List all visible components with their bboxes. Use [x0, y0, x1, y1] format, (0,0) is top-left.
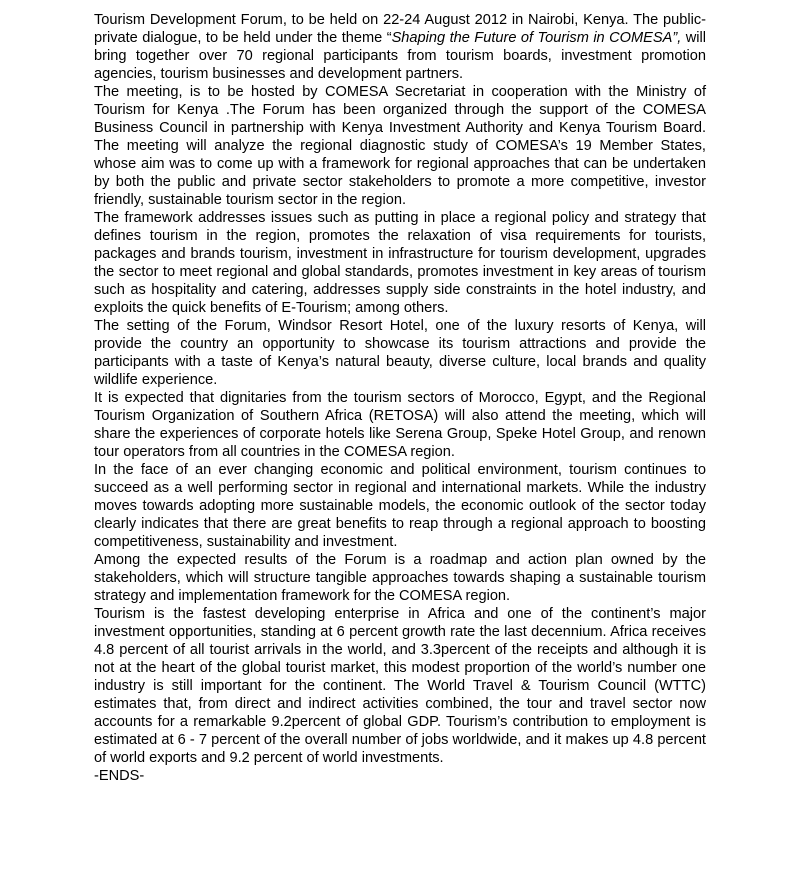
paragraph-framework: The framework addresses issues such as putting in place a regional policy and strategy that defines tourism in the region, promotes the relaxation of visa requirements for tourists, packages and brands tourism, investment in infrastructure for tourism development, upgrades the sector to meet regional and global standards, promotes investment in key areas of tourism such as hospitality and catering, addresses supply side constraints in the hotel industry, and exploits the quick benefits of E-Tourism; among others. [94, 210, 706, 316]
paragraph-expected-results: Among the expected results of the Forum is a roadmap and action plan owned by the stakeholders, which will structure tangible approaches towards shaping a sustainable tourism strategy and implementation framework for the COMESA region. [94, 552, 706, 604]
paragraph-setting: The setting of the Forum, Windsor Resort Hotel, one of the luxury resorts of Kenya, will provide the country an opportunity to showcase its tourism attractions and provide the participants with a taste of Kenya’s natural beauty, diverse culture, local brands and quality wildlife experience. [94, 318, 706, 388]
intro-text-start: Tourism Development Forum, to be held on 22-24 August 2012 in Nairobi, Kenya. The public-private dialogue, to be held under the theme “ [94, 12, 706, 46]
paragraph-economic-environment: In the face of an ever changing economic and political environment, tourism continues to succeed as a well performing sector in regional and international markets. While the industry moves towards adopting more sustainable models, the economic outlook of the sector today clearly indicates that there are great benefits to reap through a regional approach to boosting competitiveness, sustainability and investment. [94, 462, 706, 550]
forum-theme: Shaping the Future of Tourism in COMESA”, [391, 30, 682, 46]
paragraph-dignitaries: It is expected that dignitaries from the tourism sectors of Morocco, Egypt, and the Regional Tourism Organization of Southern Africa (RETOSA) will also attend the meeting, which will share the experiences of corporate hotels like Serena Group, Speke Hotel Group, and renown tour operators from all countries in the COMESA region. [94, 390, 706, 460]
intro-paragraph [94, 11, 706, 83]
paragraph-tourism-statistics: Tourism is the fastest developing enterprise in Africa and one of the continent’s major investment opportunities, standing at 6 percent growth rate the last decennium. Africa receives 4.8 percent of all tourist arrivals in the world, and 3.3percent of the receipts and although it is not at the heart of the global tourist market, this modest proportion of the world’s number one industry is still important for the continent. The World Travel & Tourism Council (WTTC) estimates that, from direct and indirect activities combined, the tour and travel sector now accounts for a remarkable 9.2percent of global GDP. Tourism’s contribution to employment is estimated at 6 - 7 percent of the overall number of jobs worldwide, and it makes up 4.8 percent of world exports and 9.2 percent of world investments. [94, 606, 706, 766]
ends-marker: -ENDS- [94, 768, 145, 784]
paragraph-hosting: The meeting, is to be hosted by COMESA Secretariat in cooperation with the Ministry of Tourism for Kenya .The Forum has been organized through the support of the COMESA Business Council in partnership with Kenya Investment Authority and Kenya Tourism Board. The meeting will analyze the regional diagnostic study of COMESA’s 19 Member States, whose aim was to come up with a framework for regional approaches that can be undertaken by both the public and private sector stakeholders to promote a more competitive, investor friendly, sustainable tourism sector in the region. [94, 84, 706, 208]
intro-text-end: will bring together over 70 regional participants from tourism boards, investment promotion agencies, tourism businesses and development partners. [94, 30, 706, 82]
document-page [94, 11, 706, 785]
